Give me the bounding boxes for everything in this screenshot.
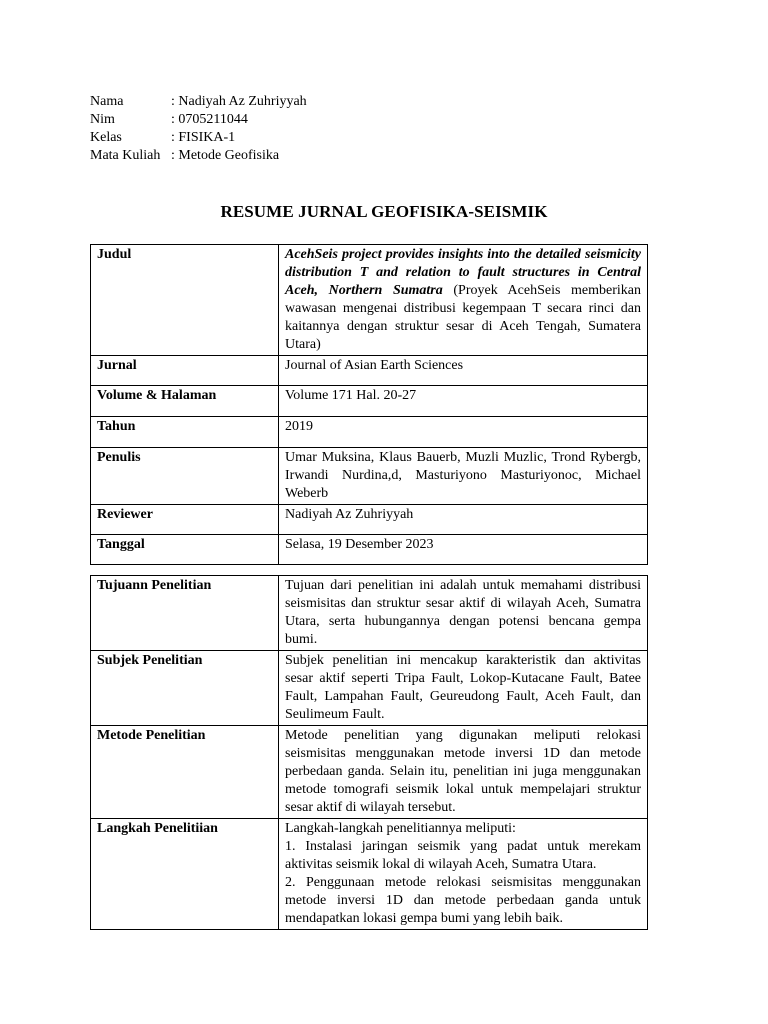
table-row-metode <box>91 726 648 819</box>
document-title: RESUME JURNAL GEOFISIKA-SEISMIK <box>220 202 548 221</box>
journal-title-en: AcehSeis project provides insights into the detailed seismicity distribution T and relation to fault structures in Central Aceh, Northern Sumatra <box>285 247 641 298</box>
step-item: 1. Instalasi jaringan seismik yang padat untuk merekam aktivitas seismik lokal di wilayah Aceh, Sumatra Utara. <box>285 839 641 872</box>
table-row-tahun <box>91 417 648 448</box>
info-label: Nim <box>90 112 115 127</box>
table-row-langkah <box>91 819 648 930</box>
row-label: Langkah Penelitiian <box>91 819 279 930</box>
info-row-mata-kuliah <box>90 147 307 165</box>
info-label: Mata Kuliah <box>90 148 161 163</box>
row-label: Jurnal <box>91 356 279 386</box>
row-value: Subjek penelitian ini mencakup karakteristik dan aktivitas sesar aktif seperti Tripa Fault, Lokop-Kutacane Fault, Batee Fault, Lampahan Fault, Geureudong Fault, Aceh Fault, dan Seulimeum Fault. <box>279 651 648 726</box>
info-value: : Nadiyah Az Zuhriyyah <box>171 94 307 109</box>
table-row-tanggal <box>91 535 648 565</box>
row-value: Tujuan dari penelitian ini adalah untuk memahami distribusi seismisitas dan struktur sesar aktif di wilayah Aceh, Sumatra Utara, serta hubungannya dengan potensi bencana gempa bumi. <box>279 576 648 651</box>
row-value: Journal of Asian Earth Sciences <box>279 356 648 386</box>
table-row-jurnal <box>91 356 648 386</box>
info-label: Kelas <box>90 130 122 145</box>
info-label: Nama <box>90 94 124 109</box>
row-value <box>279 819 648 930</box>
row-label: Volume & Halaman <box>91 386 279 417</box>
table-row-tujuan <box>91 576 648 651</box>
info-row-kelas <box>90 129 307 147</box>
info-value: : FISIKA-1 <box>171 130 236 145</box>
info-value: : Metode Geofisika <box>171 148 280 163</box>
row-value: Metode penelitian yang digunakan meliputi relokasi seismisitas menggunakan metode inversi 1D dan metode perbedaan ganda. Selain itu, penelitian ini juga menggunakan metode tomografi seismik lokal untuk mempelajari struktur sesar aktif di wilayah tersebut. <box>279 726 648 819</box>
row-label: Penulis <box>91 448 279 505</box>
row-value: Volume 171 Hal. 20-27 <box>279 386 648 417</box>
row-label: Tanggal <box>91 535 279 565</box>
table-row-judul <box>91 245 648 356</box>
info-row-nama <box>90 93 307 111</box>
table-row-reviewer <box>91 505 648 535</box>
step-item: 2. Penggunaan metode relokasi seismisitas menggunakan metode inversi 1D dan metode perbedaan ganda untuk mendapatkan lokasi gempa bumi yang lebih baik. <box>285 875 641 926</box>
row-value: Selasa, 19 Desember 2023 <box>279 535 648 565</box>
row-label: Tahun <box>91 417 279 448</box>
journal-info-table <box>90 244 648 565</box>
table-row-subjek <box>91 651 648 726</box>
info-row-nim <box>90 111 307 129</box>
judul-value <box>279 245 648 356</box>
steps-intro: Langkah-langkah penelitiannya meliputi: <box>285 821 516 836</box>
research-summary-table <box>90 575 648 930</box>
journal-title-id: (Proyek AcehSeis memberikan wawasan mengenai distribusi kegempaan T secara rinci dan kaitannya dengan struktur sesar di Aceh Tengah, Sumatera Utara) <box>285 283 641 352</box>
table-row-penulis <box>91 448 648 505</box>
row-value: Nadiyah Az Zuhriyyah <box>279 505 648 535</box>
info-value: : 0705211044 <box>171 112 248 127</box>
row-label: Judul <box>91 245 279 356</box>
row-value: 2019 <box>279 417 648 448</box>
student-info-block <box>90 93 307 165</box>
table-row-volume <box>91 386 648 417</box>
row-label: Subjek Penelitian <box>91 651 279 726</box>
row-label: Tujuann Penelitian <box>91 576 279 651</box>
row-label: Metode Penelitian <box>91 726 279 819</box>
row-value: Umar Muksina, Klaus Bauerb, Muzli Muzlic, Trond Rybergb, Irwandi Nurdina,d, Masturiyono Masturiyonoc, Michael Weberb <box>279 448 648 505</box>
row-label: Reviewer <box>91 505 279 535</box>
